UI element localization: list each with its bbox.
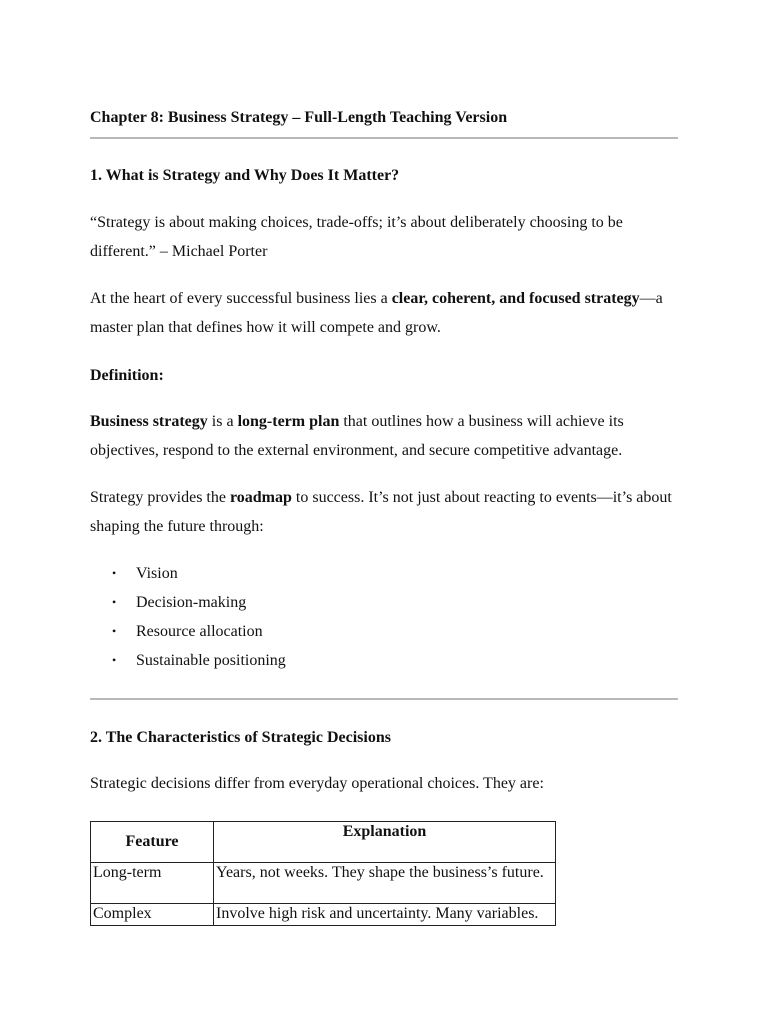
list-item-text: Resource allocation (136, 623, 263, 640)
strategy-bullet-list (90, 559, 286, 675)
table-row (91, 863, 556, 904)
roadmap-paragraph (90, 483, 680, 541)
bullet-icon: • (112, 595, 117, 609)
bullet-icon: • (112, 566, 117, 580)
emphasis-text: long-term plan (237, 413, 340, 430)
paragraph-text: is a (207, 413, 238, 430)
section-2-intro: Strategic decisions differ from everyday operational choices. They are: (90, 775, 544, 792)
table-cell: Years, not weeks. They shape the business’s future. (214, 863, 556, 904)
table-header-cell: Feature (91, 822, 214, 863)
horizontal-rule (90, 137, 678, 139)
table-header-row (91, 822, 556, 863)
list-item (90, 646, 286, 675)
paragraph-text: —a master plan that defines how it will compete and grow. (90, 290, 663, 336)
horizontal-rule (90, 698, 678, 700)
table-header-cell: Explanation (214, 822, 556, 863)
emphasis-text: Business strategy (90, 413, 208, 430)
document-title: Chapter 8: Business Strategy – Full-Length Teaching Version (90, 109, 508, 126)
list-item-text: Decision-making (136, 594, 247, 611)
table-cell: Complex (91, 904, 214, 926)
list-item-text: Sustainable positioning (136, 652, 286, 669)
table-cell: Involve high risk and uncertainty. Many variables. (214, 904, 556, 926)
list-item (90, 588, 286, 617)
emphasis-text: clear, coherent, and focused strategy (391, 290, 640, 307)
bullet-icon: • (112, 653, 117, 667)
paragraph-text: Strategy provides the (90, 489, 230, 506)
emphasis-text: roadmap (229, 489, 292, 506)
definition-label: Definition: (90, 367, 164, 384)
section-2-heading: 2. The Characteristics of Strategic Decisions (90, 729, 391, 746)
section-1-heading: 1. What is Strategy and Why Does It Matter? (90, 167, 400, 184)
list-item (90, 559, 286, 588)
table-cell: Long-term (91, 863, 214, 904)
paragraph-text: that outlines how a business will achieve its objectives, respond to the external environment, and secure competitive advantage. (90, 413, 624, 459)
paragraph-text: At the heart of every successful business lies a (90, 290, 392, 307)
table-row (91, 904, 556, 926)
paragraph-text: to success. It’s not just about reacting to events—it’s about shaping the future through: (90, 489, 672, 535)
list-item-text: Vision (136, 565, 178, 582)
list-item (90, 617, 286, 646)
characteristics-table (90, 821, 556, 926)
strategy-intro-paragraph (90, 284, 680, 342)
definition-paragraph (90, 407, 680, 465)
porter-quote: “Strategy is about making choices, trade-offs; it’s about deliberately choosing to be different.” – Michael Porter (90, 214, 623, 260)
bullet-icon: • (112, 624, 117, 638)
